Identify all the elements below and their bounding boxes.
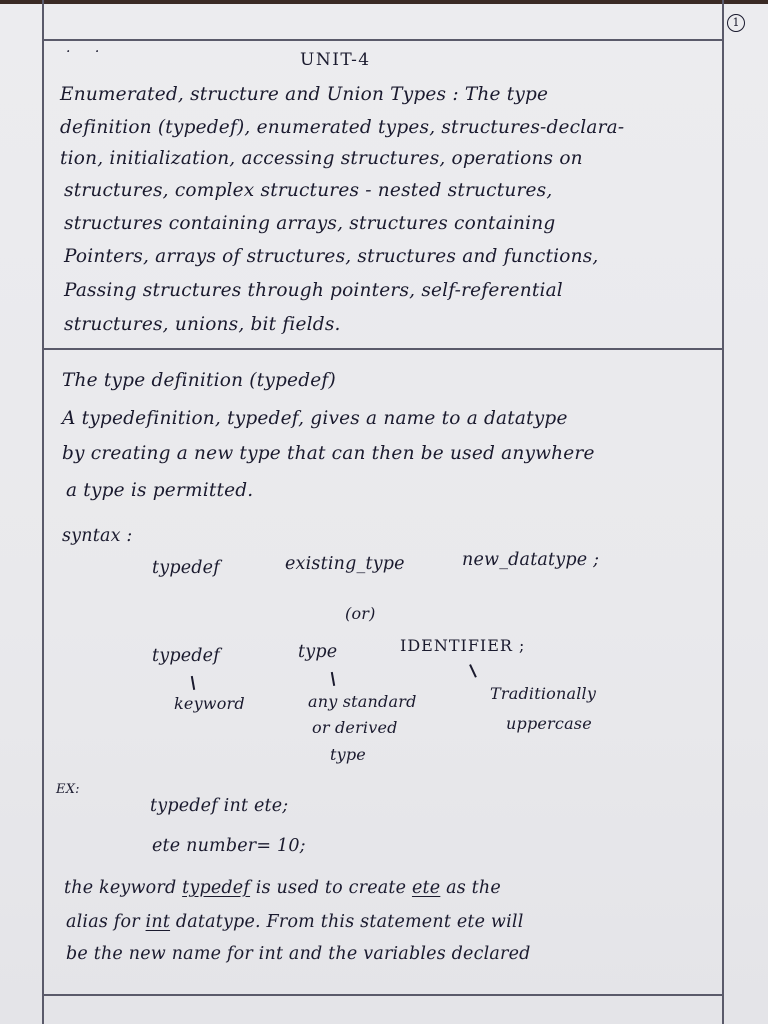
explanation-line: alias for int datatype. From this statement ete will (66, 912, 524, 932)
syllabus-line: structures, unions, bit fields. (64, 314, 341, 335)
syllabus-line: tion, initialization, accessing structures, operations on (60, 148, 583, 169)
syllabus-line: Pointers, arrays of structures, structures and functions, (64, 246, 599, 267)
syntax1-new-datatype: new_datatype ; (462, 550, 600, 570)
syntax2-identifier: IDENTIFIER ; (400, 636, 526, 655)
syntax1-keyword: typedef (152, 558, 220, 578)
syntax1-existing-type: existing_type (285, 554, 405, 574)
syntax-label: syntax : (62, 526, 133, 546)
note-identifier: Traditionally (490, 684, 597, 703)
note-type: any standard (308, 692, 417, 711)
explanation-line: the keyword typedef is used to create ete as the (64, 878, 501, 898)
note-keyword: keyword (174, 694, 245, 713)
section-line: A typedefinition, typedef, gives a name to a datatype (62, 408, 568, 429)
explanation-line: be the new name for int and the variables declared (66, 944, 531, 964)
rule-line-middle (42, 348, 722, 350)
unit-title: UNIT-4 (300, 50, 371, 70)
rule-line-top (42, 39, 722, 41)
page-number: 1 (727, 14, 745, 32)
annotation-tick (331, 672, 335, 686)
syllabus-line: structures, complex structures - nested structures, (64, 180, 553, 201)
note-type: or derived (312, 718, 398, 737)
syntax2-keyword: typedef (152, 646, 220, 666)
section-line: a type is permitted. (66, 480, 254, 501)
example-code-line: ete number= 10; (152, 836, 306, 856)
syllabus-line: definition (typedef), enumerated types, structures-declara- (60, 117, 625, 138)
section-heading: The type definition (typedef) (62, 370, 336, 391)
example-code-line: typedef int ete; (150, 796, 289, 816)
example-label: EX: (56, 782, 80, 797)
syllabus-line: structures containing arrays, structures containing (64, 213, 556, 234)
annotation-tick (191, 676, 195, 690)
note-identifier: uppercase (506, 714, 592, 733)
annotation-tick (469, 664, 476, 677)
right-margin-line (722, 0, 724, 1024)
note-type: type (330, 745, 366, 764)
section-line: by creating a new type that can then be used anywhere (62, 443, 595, 464)
syllabus-line: Passing structures through pointers, self-referential (64, 280, 563, 301)
left-margin-line (42, 0, 44, 1024)
pen-dots: · · (66, 44, 110, 60)
syntax2-type: type (298, 642, 338, 662)
rule-line-bottom (42, 994, 722, 996)
or-separator: (or) (345, 604, 376, 623)
syllabus-line: Enumerated, structure and Union Types : The type (60, 84, 549, 105)
page-top-edge (0, 0, 768, 4)
